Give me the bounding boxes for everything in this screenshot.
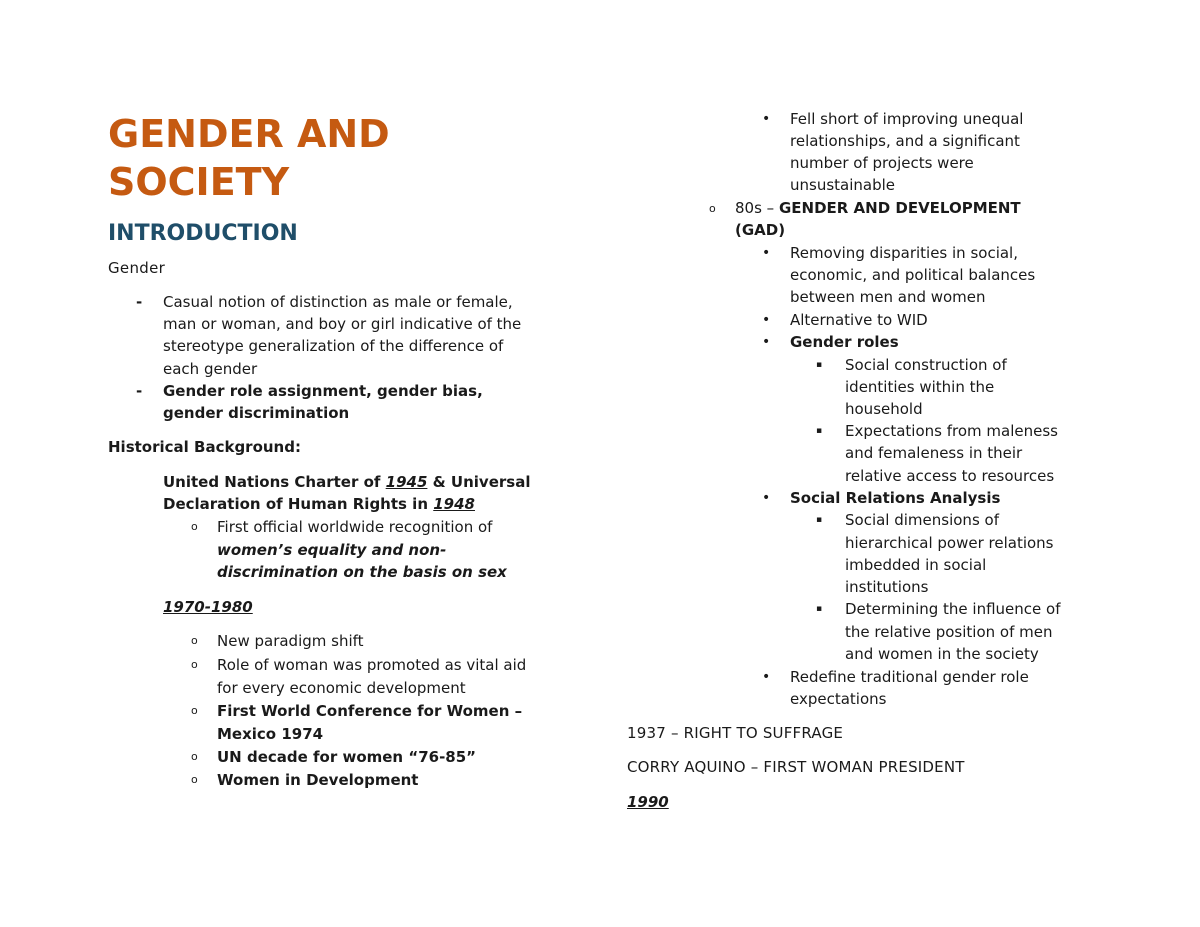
gender-item-2-line2: gender discrimination [163,404,350,422]
dot-bullet-icon: • [762,334,771,350]
gender-item-1-line4: each gender [163,360,258,378]
period-item-5: Women in Development [217,771,419,789]
roles-sub-1-line1: Social construction of [845,356,1007,374]
un-sub-line3: discrimination on the basis on sex [217,563,507,581]
sra-sub-1-line2: hierarchical power relations [845,534,1054,552]
gender-item-1-line2: man or woman, and boy or girl indicative of the [163,315,522,333]
gad-item-redefine-line1: Redefine traditional gender role [790,668,1029,686]
dash-bullet-icon: - [136,382,143,400]
un-charter-text-c: Declaration of Human Rights in [163,495,434,513]
circle-bullet-icon: o [191,773,198,786]
year-1990: 1990 [627,793,669,811]
year-1948: 1948 [433,495,475,513]
sra-sub-1-line4: institutions [845,578,929,596]
dot-bullet-icon: • [762,490,771,506]
gad-item-gender-roles: Gender roles [790,333,899,351]
sra-sub-2-line2: the relative position of men [845,623,1053,641]
period-item-1: New paradigm shift [217,632,364,650]
dot-bullet-icon: • [762,111,771,127]
period-item-4: UN decade for women “76-85” [217,748,477,766]
roles-sub-1-line2: identities within the [845,378,995,396]
sra-sub-2-line1: Determining the influence of [845,600,1061,618]
period-1970-1980: 1970-1980 [163,598,253,616]
square-bullet-icon: ▪ [816,515,823,525]
square-bullet-icon: ▪ [816,604,823,614]
roles-sub-2-line1: Expectations from maleness [845,422,1058,440]
un-sub-line2: women’s equality and non- [217,541,447,559]
gad-item-1-line3: between men and women [790,288,986,306]
circle-bullet-icon: o [191,634,198,647]
period-item-3-line2: Mexico 1974 [217,725,324,743]
gender-item-1-line1: Casual notion of distinction as male or female, [163,293,513,311]
sra-sub-1-line1: Social dimensions of [845,511,999,529]
gender-item-1-line3: stereotype generalization of the difference of [163,337,504,355]
wid-sub-line3: number of projects were [790,154,974,172]
circle-bullet-icon: o [191,520,198,533]
un-charter-text-b: & Universal [427,473,531,491]
suffrage-heading: 1937 – RIGHT TO SUFFRAGE [627,724,844,742]
circle-bullet-icon: o [191,704,198,717]
dot-bullet-icon: • [762,669,771,685]
gad-line2: (GAD) [735,221,786,239]
un-charter-line2 [163,493,475,515]
document-title-line2: SOCIETY [108,160,290,204]
square-bullet-icon: ▪ [816,360,823,370]
un-charter-line1 [163,471,530,493]
wid-sub-line1: Fell short of improving unequal [790,110,1024,128]
square-bullet-icon: ▪ [816,426,823,436]
period-item-2-line2: for every economic development [217,679,466,697]
circle-bullet-icon: o [191,750,198,763]
gender-item-2-line1: Gender role assignment, gender bias, [163,382,483,400]
aquino-heading: CORRY AQUINO – FIRST WOMAN PRESIDENT [627,758,965,776]
period-item-3-line1: First World Conference for Women – [217,702,523,720]
year-1945: 1945 [385,473,428,491]
wid-sub-line2: relationships, and a significant [790,132,1020,150]
circle-bullet-icon: o [709,202,716,215]
roles-sub-1-line3: household [845,400,923,418]
roles-sub-2-line2: and femaleness in their [845,444,1023,462]
dash-bullet-icon: - [136,293,143,311]
period-item-2-line1: Role of woman was promoted as vital aid [217,656,527,674]
document-title-line1: GENDER AND [108,112,390,156]
gad-line1 [735,197,1021,219]
sra-sub-1-line3: imbedded in social [845,556,987,574]
circle-bullet-icon: o [191,658,198,671]
wid-sub-line4: unsustainable [790,176,896,194]
introduction-heading: INTRODUCTION [108,221,298,246]
gad-item-redefine-line2: expectations [790,690,887,708]
gad-title: GENDER AND DEVELOPMENT [778,199,1021,217]
gad-item-social-relations: Social Relations Analysis [790,489,1001,507]
gad-item-2: Alternative to WID [790,311,928,329]
sra-sub-2-line3: and women in the society [845,645,1039,663]
gender-label: Gender [108,259,166,277]
un-charter-text-a: United Nations Charter of [163,473,386,491]
un-sub-line1: First official worldwide recognition of [217,518,493,536]
gad-prefix: 80s – [735,199,779,217]
gad-item-1-line2: economic, and political balances [790,266,1036,284]
dot-bullet-icon: • [762,312,771,328]
dot-bullet-icon: • [762,245,771,261]
roles-sub-2-line3: relative access to resources [845,467,1055,485]
historical-background-label: Historical Background: [108,438,301,456]
gad-item-1-line1: Removing disparities in social, [790,244,1018,262]
